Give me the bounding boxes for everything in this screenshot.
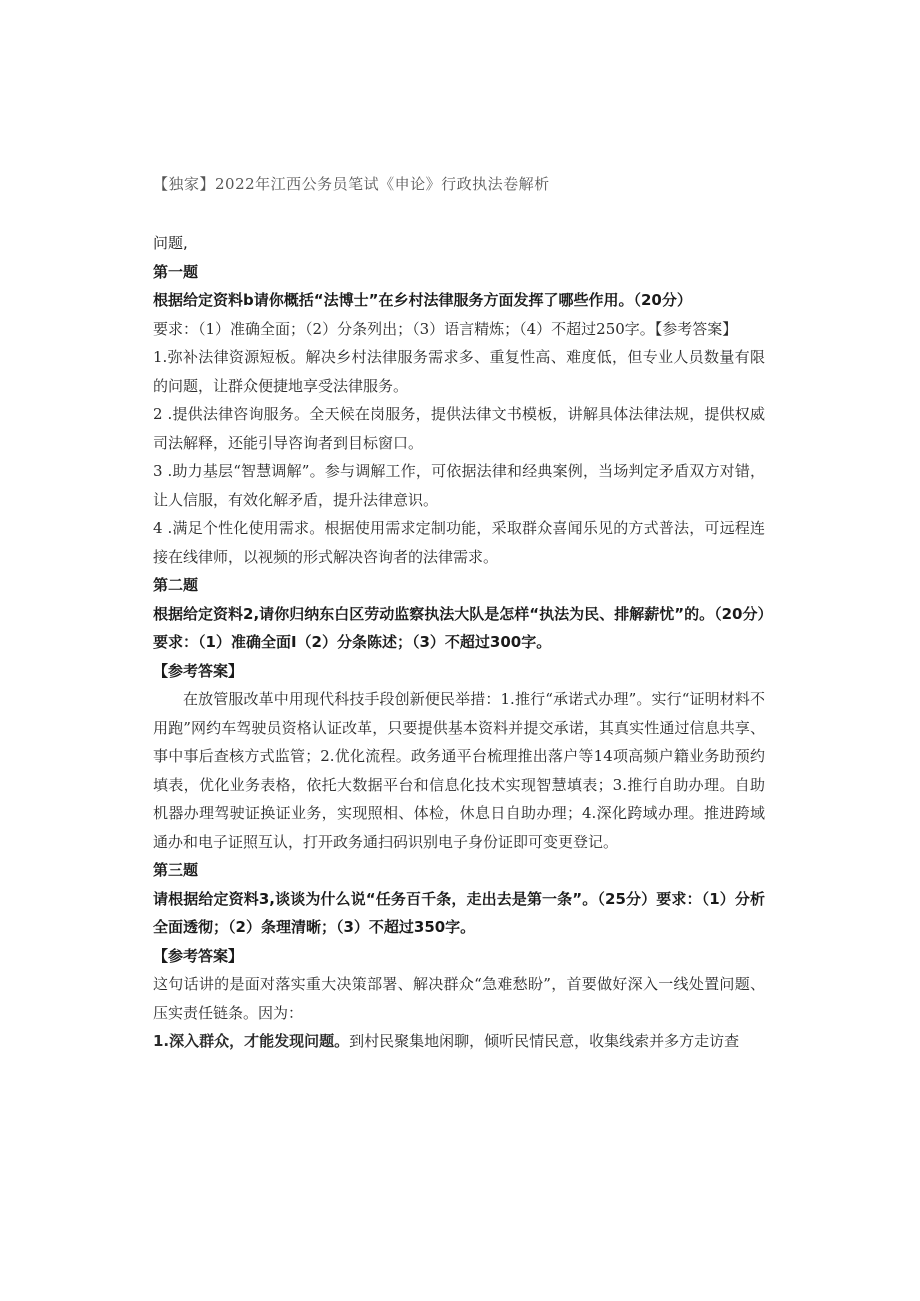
document-title: 【独家】2022年江西公务员笔试《申论》行政执法卷解析 — [153, 175, 550, 193]
q3-point-1 — [153, 1027, 765, 1056]
q1-answer-4: 4 .满足个性化使用需求。根据使用需求定制功能，采取群众喜闻乐见的方式普法，可远程连接在线律师，以视频的形式解决咨询者的法律需求。 — [153, 519, 765, 566]
q1-question: 根据给定资料b请你概括“法博士”在乡村法律服务方面发挥了哪些作用。（20分） — [153, 291, 692, 309]
q1-answer-3: 3 .助力基层“智慧调解”。参与调解工作，可依据法律和经典案例，当场判定矛盾双方对错，让人信服，有效化解矛盾，提升法律意识。 — [153, 462, 765, 509]
q1-heading: 第一题 — [153, 262, 199, 281]
q3-point-1-lead: 1.深入群众，才能发现问题。 — [153, 1032, 350, 1050]
q2-question: 根据给定资料2,请你归纳东白区劳动监察执法大队是怎样“执法为民、排解薪忧”的。（20分）要求：（1）准确全面I（2）分条陈述；（3）不超过300字。 — [153, 604, 765, 651]
document-body — [153, 229, 765, 1056]
q3-heading: 第三题 — [153, 861, 199, 879]
q1-answer-2: 2 .提供法律咨询服务。全天候在岗服务，提供法律文书模板，讲解具体法律法规，提供权威司法解释，还能引导咨询者到目标窗口。 — [153, 405, 765, 452]
q3-answer-label: 【参考答案】 — [153, 946, 244, 965]
q2-answer-label: 【参考答案】 — [153, 661, 244, 680]
q3-question: 请根据给定资料3,谈谈为什么说“任务百千条，走出去是第一条”。（25分）要求：（1）分析全面透彻；（2）条理清晰；（3）不超过350字。 — [153, 889, 765, 936]
q3-point-1-text: 到村民聚集地闲聊，倾听民情民意，收集线索并多方走访查 — [349, 1032, 740, 1050]
q3-intro: 这句话讲的是面对落实重大决策部署、解决群众“急难愁盼”，首要做好深入一线处置问题、压实责任链条。因为： — [153, 975, 765, 1022]
section-label: 问题, — [153, 234, 188, 252]
q2-answer: 在放管服改革中用现代科技手段创新便民举措：1.推行“承诺式办理”。实行“证明材料不用跑”网约车驾驶员资格认证改革，只要提供基本资料并提交承诺，其真实性通过信息共享、事中事后查核方式监管；2.优化流程。政务通平台梳理推出落户等14项高频户籍业务助预约填表，优化业务表格，依托大数据平台和信息化技术实现智慧填表；3.推行自助办理。自助机器办理驾驶证换证业务，实现照相、体检，休息日自助办理；4.深化跨域办理。推进跨域通办和电子证照互认，打开政务通扫码识别电子身份证即可变更登记。 — [153, 690, 765, 851]
q1-requirements: 要求：（1）准确全面；（2）分条列出；（3）语言精炼；（4）不超过250字。【参考答案】 — [153, 319, 738, 338]
q1-answer-1: 1.弥补法律资源短板。解决乡村法律服务需求多、重复性高、难度低，但专业人员数量有限的问题，让群众便捷地享受法律服务。 — [153, 348, 765, 395]
q2-heading: 第二题 — [153, 576, 199, 594]
